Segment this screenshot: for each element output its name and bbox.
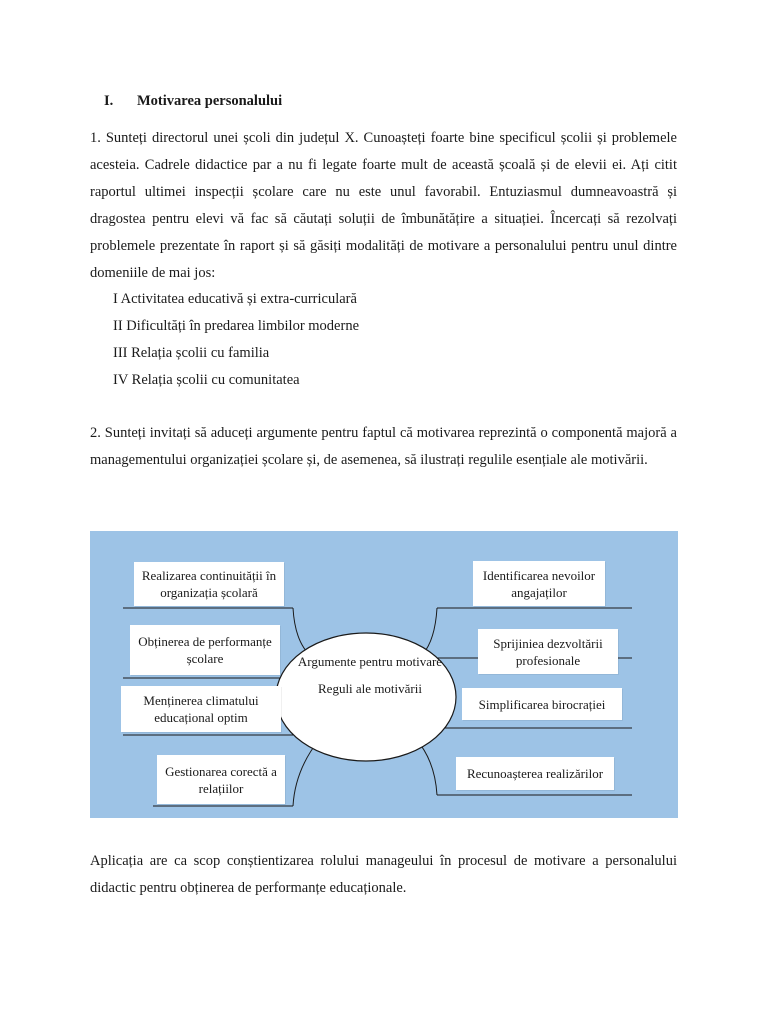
center-label-arguments: Argumente pentru motivare	[297, 654, 443, 669]
paragraph-aim: Aplicația are ca scop conștientizarea rolului manageului în procesul de motivare a personalului didactic pentru obținerea de performanțe educaționale.	[90, 853, 677, 896]
left-box-relations: Gestionarea corectă a relațiilor	[157, 755, 285, 804]
domain-item: I Activitatea educativă și extra-curriculară	[113, 291, 357, 307]
motivation-diagram	[90, 531, 678, 818]
section-heading	[104, 93, 282, 110]
right-box-development: Sprijiniea dezvoltării profesionale	[478, 629, 618, 674]
left-box-continuity: Realizarea continuității în organizația școlară	[134, 562, 284, 606]
paragraph-task-2: 2. Sunteți invitați să aduceți argumente pentru faptul că motivarea reprezintă o componentă majoră a managementului organizației școlare și, de asemenea, să ilustrați regulile esențiale ale motivării.	[90, 425, 677, 468]
domain-item: IV Relația școlii cu comunitatea	[113, 372, 300, 388]
right-box-recognition: Recunoașterea realizărilor	[456, 757, 614, 790]
left-connector-4	[293, 741, 318, 806]
section-title: Motivarea personalului	[137, 93, 283, 109]
left-box-performance: Obținerea de performanțe școlare	[130, 625, 280, 675]
left-box-climate: Menținerea climatului educațional optim	[121, 686, 281, 732]
paragraph-task-1: 1. Sunteți directorul unei școli din județul X. Cunoașteți foarte bine specificul școlii și problemele acesteia. Cadrele didactice par a nu fi legate foarte mult de această școală și de elevii ei. Ați citit raportul ultimei inspecții școlare care nu este unul favorabil. Entuziasmul dumneavoastră și dragostea pentru elevi vă fac să căutați soluții de îmbunătățire a situației. Încercați să rezolvați problemele prezentate în raport și să găsiți modalități de motivare a personalului pentru unul dintre domeniile de mai jos:	[90, 130, 677, 281]
right-box-needs: Identificarea nevoilor angajaților	[473, 561, 605, 606]
right-box-bureaucracy: Simplificarea birocrației	[462, 688, 622, 720]
domain-item: II Dificultăți în predarea limbilor moderne	[113, 318, 360, 334]
section-number: I.	[104, 93, 114, 109]
center-label-rules: Reguli ale motivării	[318, 681, 422, 696]
domain-list	[113, 286, 359, 394]
domain-item: III Relația școlii cu familia	[113, 345, 270, 361]
center-label	[290, 653, 450, 697]
